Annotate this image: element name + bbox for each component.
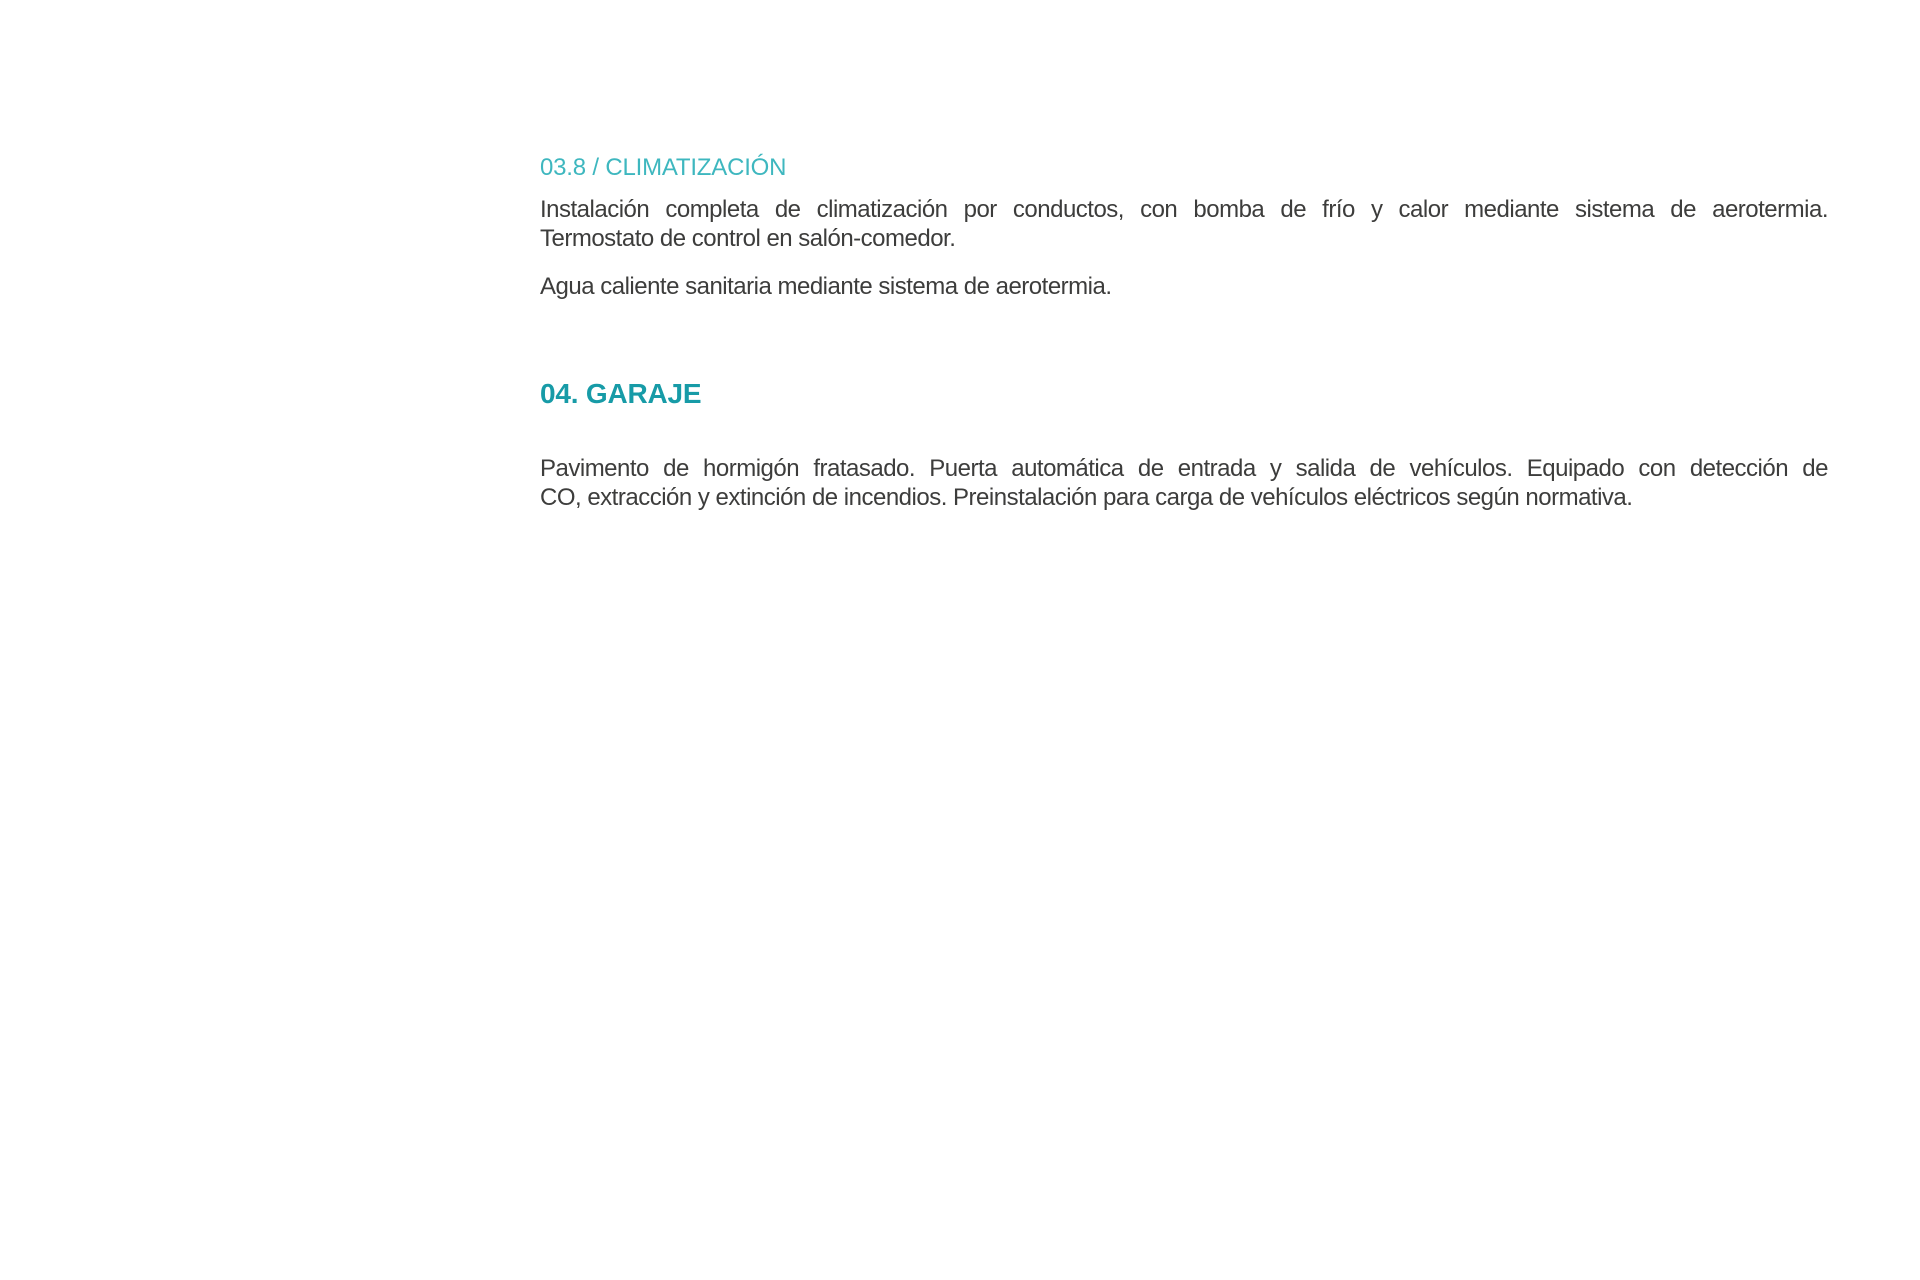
paragraph-agua-caliente	[540, 272, 1828, 301]
paragraph-line: Agua caliente sanitaria mediante sistema de aerotermia.	[540, 273, 1112, 300]
section-heading-garaje: 04. GARAJE	[540, 378, 702, 409]
text-column	[540, 0, 1828, 1280]
paragraph-line: Termostato de control en salón-comedor.	[540, 225, 956, 252]
paragraph-garaje	[540, 454, 1828, 512]
section-heading-climatizacion: 03.8 / CLIMATIZACIÓN	[540, 154, 787, 181]
paragraph-climatizacion-conductos	[540, 195, 1828, 253]
paragraph-line: Instalación completa de climatización por conductos, con bomba de frío y calor mediante sistema de aerotermia.	[540, 196, 1828, 223]
paragraph-line: Pavimento de hormigón fratasado. Puerta automática de entrada y salida de vehículos. Equipado con detección de	[540, 455, 1828, 482]
paragraph-line: CO, extracción y extinción de incendios. Preinstalación para carga de vehículos eléctricos según normativa.	[540, 484, 1633, 511]
